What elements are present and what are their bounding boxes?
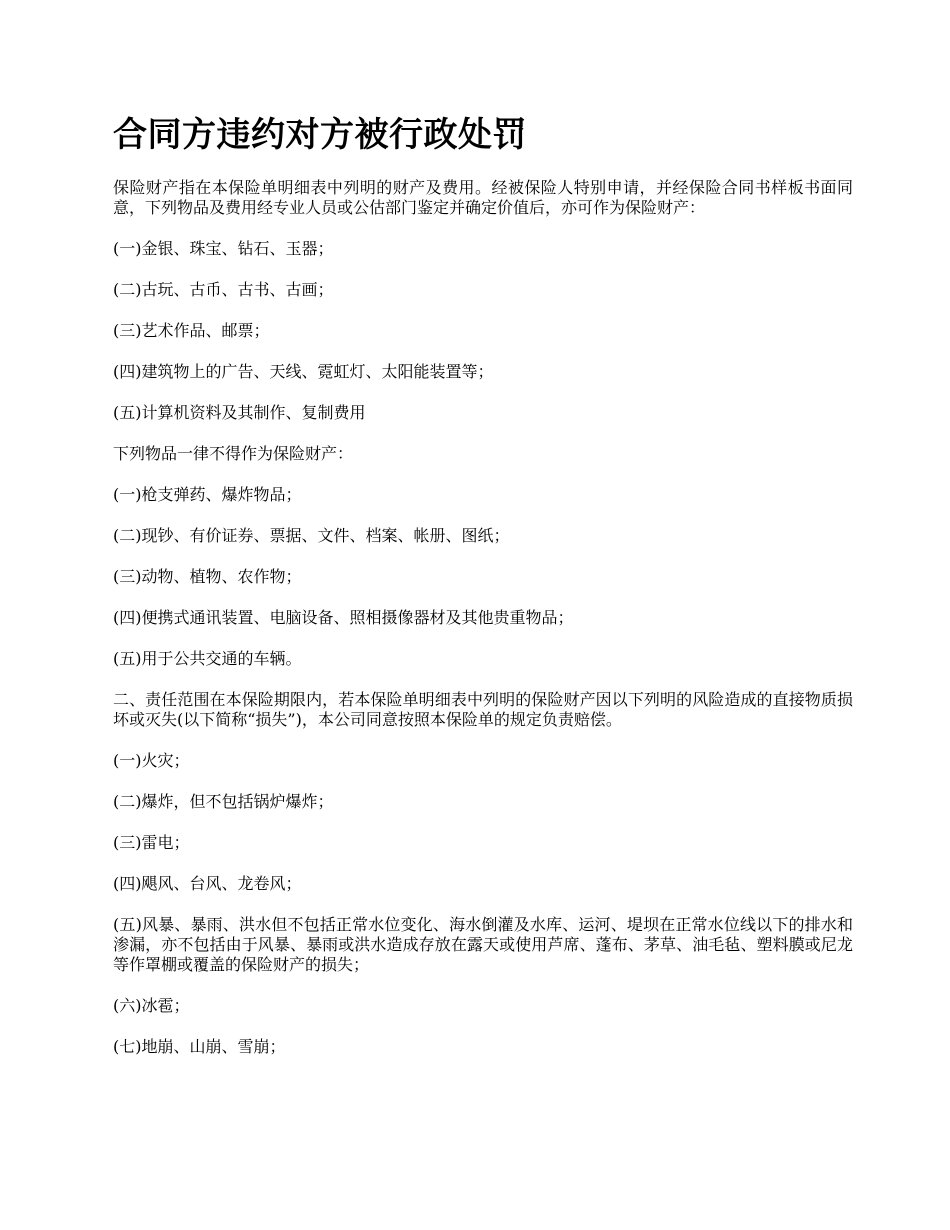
list-item: (二)现钞、有价证券、票据、文件、档案、帐册、图纸； <box>113 526 510 545</box>
list-item: (三)艺术作品、邮票； <box>113 321 270 340</box>
list-item: (一)金银、珠宝、钻石、玉器； <box>113 239 334 258</box>
list-item: (四)便携式通讯装置、电脑设备、照相摄像器材及其他贵重物品； <box>113 608 574 627</box>
list-item: (五)用于公共交通的车辆。 <box>113 649 302 668</box>
list-item: (四)建筑物上的广告、天线、霓虹灯、太阳能装置等； <box>113 362 494 381</box>
list-item: (六)冰雹； <box>113 996 190 1015</box>
list-item: (一)枪支弹药、爆炸物品； <box>113 485 302 504</box>
paragraph-intro: 保险财产指在本保险单明细表中列明的财产及费用。经被保险人特别申请，并经保险合同书样板书面同意，下列物品及费用经专业人员或公估部门鉴定并确定价值后，亦可作为保险财产： <box>113 178 853 217</box>
list-item: (五)计算机资料及其制作、复制费用 <box>113 403 366 422</box>
list-item: (一)火灾； <box>113 751 190 770</box>
list-item: (四)飓风、台风、龙卷风； <box>113 874 302 893</box>
list-item: (五)风暴、暴雨、洪水但不包括正常水位变化、海水倒灌及水库、运河、堤坝在正常水位线以下的排水和渗漏，亦不包括由于风暴、暴雨或洪水造成存放在露天或使用芦席、蓬布、茅草、油毛毡、塑料膜或尼龙等作罩棚或覆盖的保险财产的损失； <box>113 915 853 974</box>
list-item: (二)爆炸，但不包括锅炉爆炸； <box>113 792 334 811</box>
list-item: (二)古玩、古币、古书、古画； <box>113 280 334 299</box>
paragraph-excluded-heading: 下列物品一律不得作为保险财产： <box>113 444 354 463</box>
list-item: (三)雷电； <box>113 833 190 852</box>
document-page <box>113 112 853 1078</box>
list-item: (三)动物、植物、农作物； <box>113 567 302 586</box>
paragraph-liability-scope: 二、责任范围在本保险期限内，若本保险单明细表中列明的保险财产因以下列明的风险造成的直接物质损坏或灭失(以下简称“损失”)，本公司同意按照本保险单的规定负责赔偿。 <box>113 690 853 729</box>
document-title: 合同方违约对方被行政处罚 <box>113 115 527 155</box>
list-item: (七)地崩、山崩、雪崩； <box>113 1037 286 1056</box>
